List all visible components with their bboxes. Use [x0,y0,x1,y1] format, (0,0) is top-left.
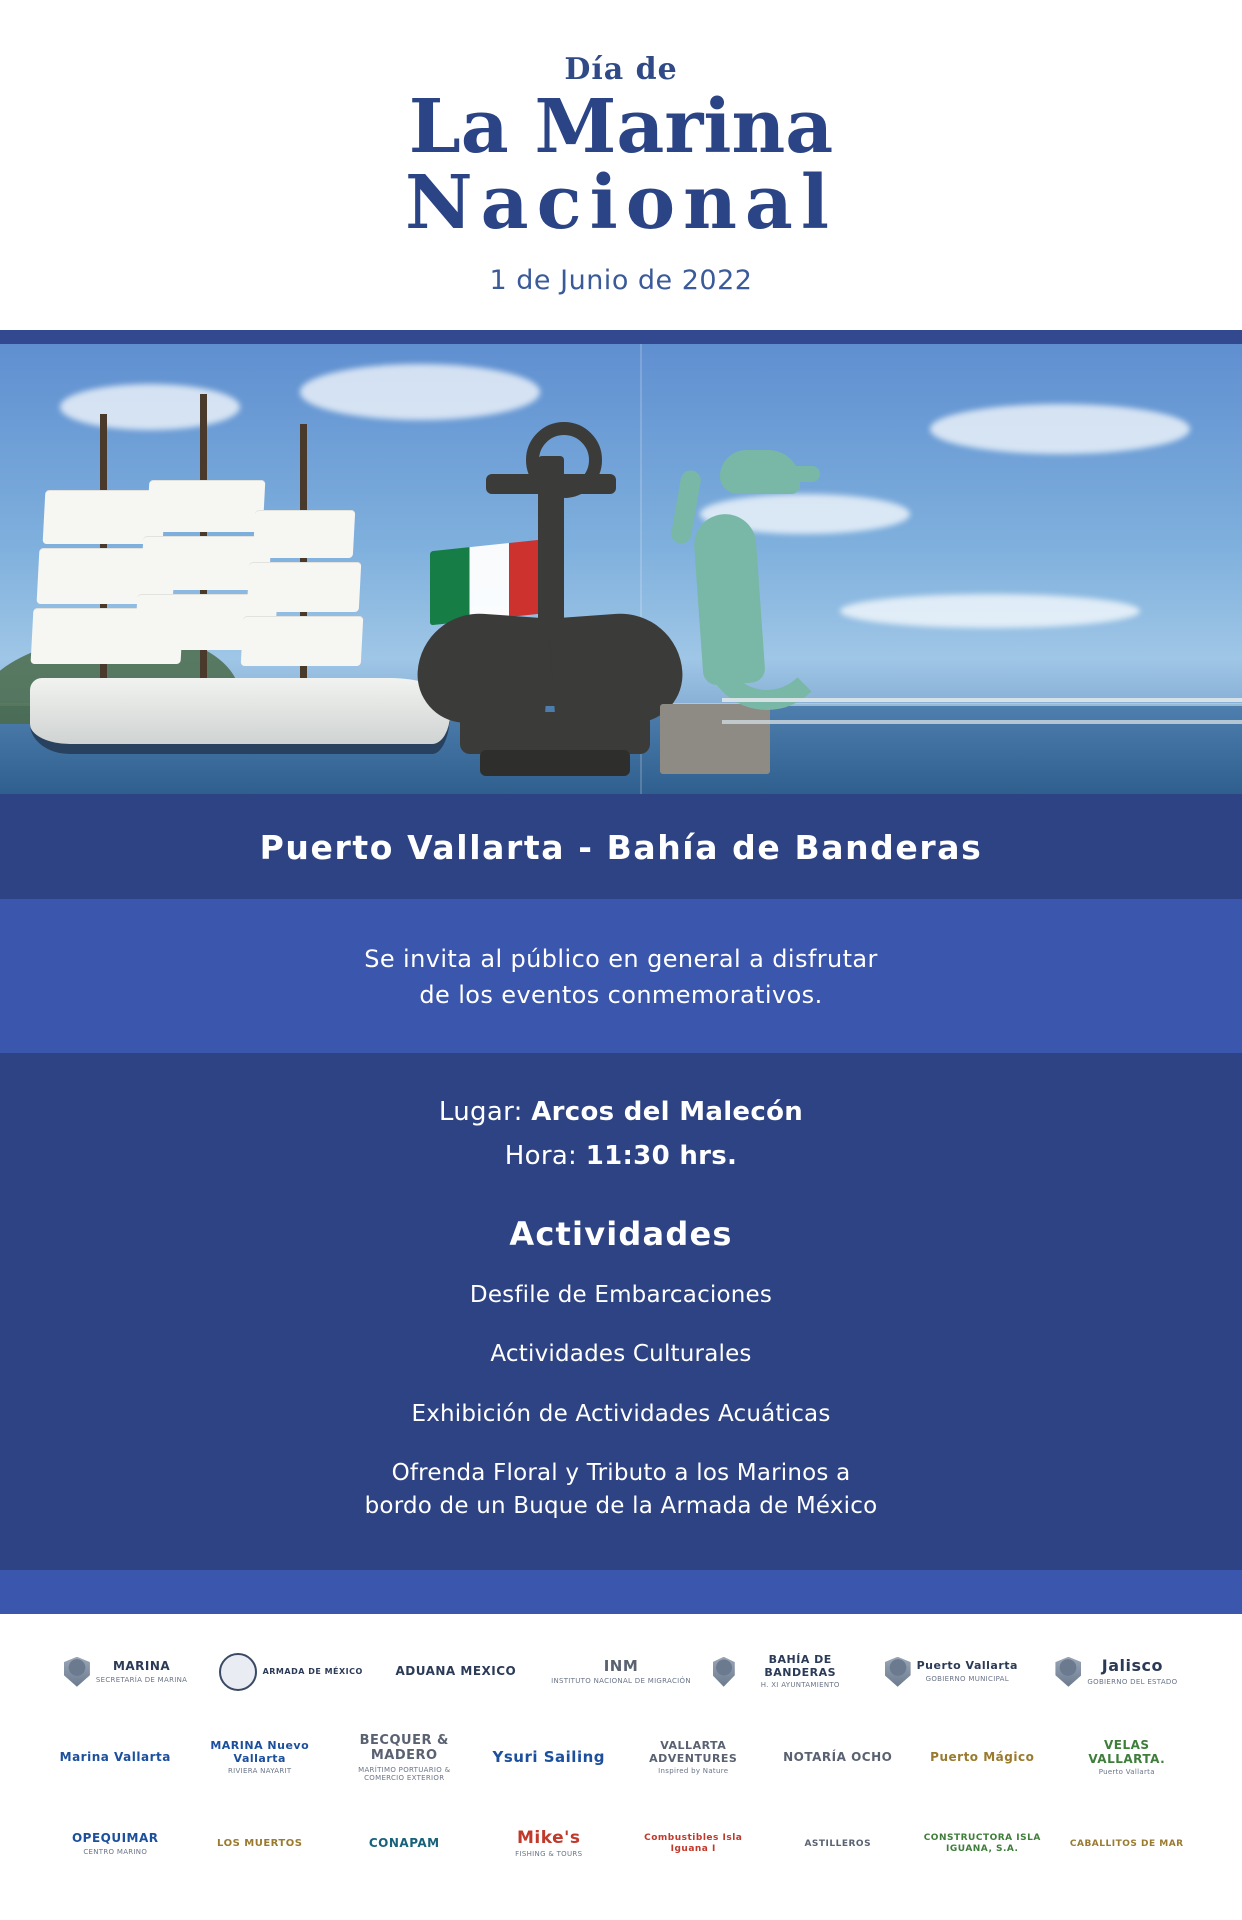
logo-marina-nuevo-vallarta [193,1726,328,1790]
anchor-monument [400,416,700,776]
logo-label: Combustibles Isla Iguana I [644,1833,743,1854]
logo-label: Jalisco [1101,1656,1164,1676]
logo-label: BAHÍA DE BANDERAS [764,1653,837,1679]
header-kicker: Día de [564,52,678,87]
time-value: 11:30 hrs. [585,1140,738,1171]
sail [247,562,362,612]
poster-header [0,0,1242,330]
logo-label: BECQUER & MADERO [359,1732,449,1763]
logo-sublabel: H. XI AYUNTAMIENTO [760,1681,840,1690]
logo-sublabel: Inspired by Nature [658,1767,729,1776]
logo-label: Puerto Mágico [930,1749,1035,1764]
logo-label: ARMADA DE MÉXICO [262,1667,363,1677]
logo-label: MARINA Nuevo Vallarta [210,1739,310,1765]
logo-puerto-magico [915,1726,1050,1790]
cloud-icon [930,404,1190,454]
invitation-line-2: de los eventos conmemorativos. [419,980,823,1009]
logo-sublabel: Puerto Vallarta [1098,1768,1155,1777]
seahorse-statue [660,444,820,724]
logo-mikes-fishing-tours [482,1812,617,1876]
logo-vallarta-adventures [626,1726,761,1790]
logo-label: Mike's [517,1827,581,1848]
logo-opequimar [48,1812,183,1876]
logo-label: ADUANA MEXICO [395,1663,517,1678]
logo-label: CABALLITOS DE MAR [1069,1838,1184,1849]
logo-astilleros [771,1812,906,1876]
ship-hull [30,678,450,754]
logo-label: LOS MUERTOS [217,1837,303,1849]
invitation-band [0,899,1242,1053]
sponsor-logos [0,1614,1242,1904]
invitation-line-1: Se invita al público en general a disfrutar [364,944,878,973]
page-title-line1: La Marina [408,84,834,170]
hero-band [0,330,1242,794]
logo-marina-vallarta [48,1726,183,1790]
details-band [0,1053,1242,1570]
logo-label: VALLARTA ADVENTURES [649,1739,738,1765]
malecon-railing [722,720,1242,724]
anchor-base-lower [480,750,630,776]
logo-sublabel: GOBIERNO DEL ESTADO [1087,1677,1178,1686]
logo-sublabel: SECRETARÍA DE MARINA [95,1675,188,1684]
sponsor-row [48,1812,1194,1876]
logo-combustibles-isla-iguana [626,1812,761,1876]
logo-becquer-madero [337,1726,472,1790]
logo-caballitos-de-mar [1060,1812,1195,1876]
logo-sublabel: FISHING & TOURS [515,1850,583,1859]
logo-notaria-ocho [771,1726,906,1790]
logo-label: ASTILLEROS [804,1838,872,1849]
logo-aduana-mexico [378,1640,533,1704]
logo-sublabel: MARÍTIMO PORTUARIO & COMERCIO EXTERIOR [358,1765,451,1782]
logo-label: MARINA [112,1658,171,1673]
logo-sublabel: INSTITUTO NACIONAL DE MIGRACIÓN [551,1677,691,1686]
activity-item: Desfile de Embarcaciones [469,1281,773,1308]
logo-armada [213,1640,368,1704]
logo-conapam [337,1812,472,1876]
page-title-line2: Nacional [405,159,837,246]
anchor-arm-left [414,610,551,729]
sponsor-row [48,1640,1194,1704]
logo-marina [48,1640,203,1704]
logo-puerto-vallarta [874,1640,1029,1704]
logo-label: CONSTRUCTORA ISLA IGUANA, S.A. [923,1833,1041,1854]
activity-item: Actividades Culturales [490,1341,752,1368]
cloud-icon [300,364,540,420]
place-label: Lugar: [438,1096,523,1127]
time-line [0,1141,1242,1171]
bottom-strip [0,1570,1242,1614]
logo-los-muertos [193,1812,328,1876]
location-bar: Puerto Vallarta - Bahía de Banderas [0,794,1242,899]
seahorse-body [692,512,766,686]
logo-bahia-de-banderas [709,1640,864,1704]
logo-constructora-isla-iguana [915,1812,1050,1876]
sail [253,510,356,558]
logo-label: INM [603,1657,639,1676]
logo-label: Marina Vallarta [59,1749,171,1764]
malecon-railing [722,698,1242,702]
logo-label: VELAS VALLARTA. [1088,1737,1166,1766]
hero-image [0,344,1242,794]
sponsor-row [48,1726,1194,1790]
anchor-base [460,712,650,754]
logo-sublabel: RIVIERA NAYARIT [227,1767,292,1776]
logo-sublabel: GOBIERNO MUNICIPAL [925,1675,1009,1683]
logo-sublabel: CENTRO MARINO [83,1847,148,1856]
logo-jalisco [1039,1640,1194,1704]
activities-title: Actividades [509,1214,733,1253]
event-date: 1 de Junio de 2022 [489,264,753,296]
hero-top-strip [0,330,1242,344]
sail [241,616,364,666]
logo-ysuri-sailing [482,1726,617,1790]
logo-label: Ysuri Sailing [492,1748,605,1767]
seahorse-snout [780,466,820,482]
logo-velas-vallarta [1060,1726,1195,1790]
sail [147,480,266,532]
logo-label: CONAPAM [368,1835,440,1850]
activity-item: Ofrenda Floral y Tributo a los Marinos a bordo de un Buque de la Armada de México [364,1460,878,1520]
place-line [0,1097,1242,1127]
logo-label: Puerto Vallarta [916,1659,1018,1673]
logo-label: OPEQUIMAR [71,1830,159,1845]
cloud-icon [840,594,1140,628]
activity-item: Exhibición de Actividades Acuáticas [411,1400,831,1427]
time-label: Hora: [504,1140,578,1171]
logo-inm [543,1640,698,1704]
place-value: Arcos del Malecón [531,1096,804,1127]
logo-label: NOTARÍA OCHO [783,1749,893,1764]
